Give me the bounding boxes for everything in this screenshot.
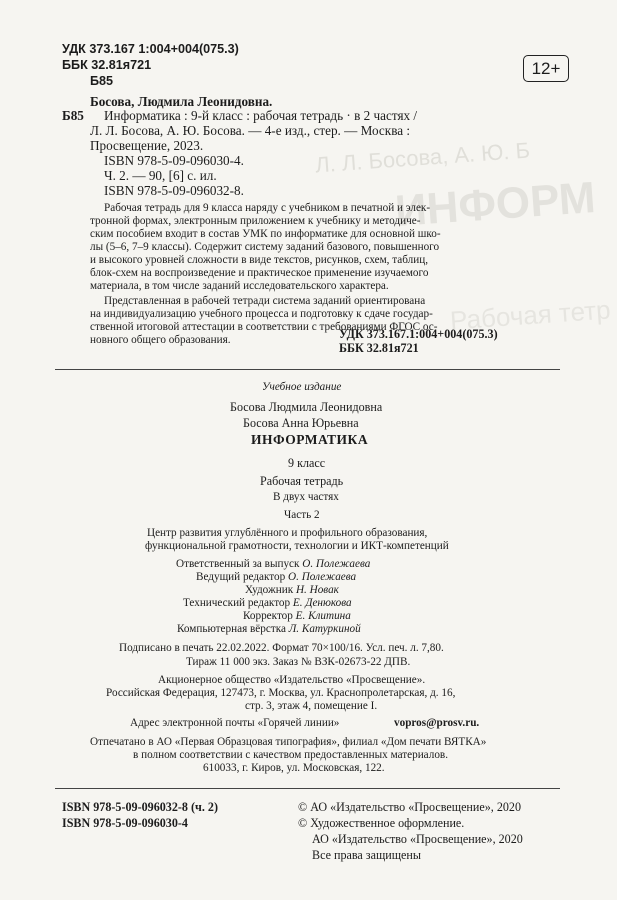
staff-line: Компьютерная вёрстка Л. Катуркиной xyxy=(177,623,361,635)
divider xyxy=(55,788,560,789)
staff-line: Технический редактор Е. Денюкова xyxy=(183,597,352,609)
header-bbk: ББК 32.81я721 xyxy=(62,58,152,72)
catalog-isbn-part: ISBN 978-5-09-096032-8. xyxy=(104,183,244,198)
annotation-line: тронной формах, электронным приложением к учебнику и методиче- xyxy=(90,215,421,227)
parts-count: В двух частях xyxy=(273,491,339,503)
staff-line: Ведущий редактор О. Полежаева xyxy=(196,571,357,583)
print-line: Тираж 11 000 экз. Заказ № ВЗК-02673-22 ДПВ. xyxy=(186,656,411,668)
catalog-line: Информатика : 9-й класс : рабочая тетрадь · в 2 частях / xyxy=(104,108,418,123)
copyright-line: © АО «Издательство «Просвещение», 2020 xyxy=(298,800,522,814)
copyright-line: © Художественное оформление. xyxy=(298,816,465,830)
header-udk: УДК 373.167 1:004+004(075.3) xyxy=(62,42,239,56)
staff-line: Ответственный за выпуск О. Полежаева xyxy=(176,558,371,570)
annotation-bbk: ББК 32.81я721 xyxy=(339,341,419,355)
copyright-line: АО «Издательство «Просвещение», 2020 xyxy=(312,832,523,846)
footer-isbn-all: ISBN 978-5-09-096030-4 xyxy=(62,816,188,830)
center-line: функциональной грамотности, технологии и ИКТ-компетенций xyxy=(145,540,449,552)
print-line: Подписано в печать 22.02.2022. Формат 70×100/16. Усл. печ. л. 7,80. xyxy=(119,642,444,654)
staff-line: Корректор Е. Клитина xyxy=(243,610,351,622)
center-line: Центр развития углублённого и профильного образования, xyxy=(147,527,428,539)
catalog-isbn-all: ISBN 978-5-09-096030-4. xyxy=(104,153,244,168)
book-kind: Рабочая тетрадь xyxy=(260,474,344,488)
annotation-line: ским пособием входит в состав УМК по информатике для основной шко- xyxy=(90,228,441,240)
catalog-author: Босова, Людмила Леонидовна. xyxy=(90,94,273,109)
author-2: Босова Анна Юрьевна xyxy=(243,416,359,430)
annotation-line: ственной итоговой аттестации в соответствии с требованиями ФГОС ос- xyxy=(90,321,438,333)
grade: 9 класс xyxy=(288,456,326,470)
annotation-line: материала, в том числе заданий исследовательского характера. xyxy=(90,280,389,292)
annotation-line: на индивидуализацию учебного процесса и подготовку к сдаче государ- xyxy=(90,308,433,320)
edition-type: Учебное издание xyxy=(262,381,342,393)
annotation-line: Рабочая тетрадь для 9 класса наряду с учебником в печатной и элек- xyxy=(104,202,431,214)
annotation-udk: УДК 373.167.1:004+004(075.3) xyxy=(339,327,498,341)
staff-line: Художник Н. Новак xyxy=(245,584,339,596)
footer-isbn-part: ISBN 978-5-09-096032-8 (ч. 2) xyxy=(62,800,218,814)
catalog-mark: Б85 xyxy=(62,108,84,123)
annotation-line: и высокого уровней сложности в виде текстов, рисунков, схем, таблиц, xyxy=(90,254,429,266)
annotation-line: Представленная в рабочей тетради система заданий ориентирована xyxy=(104,295,426,307)
publisher-line: стр. 3, этаж 4, помещение I. xyxy=(245,700,378,712)
catalog-part-line: Ч. 2. — 90, [6] с. ил. xyxy=(104,168,217,183)
annotation-line: блок-схем на воспроизведение и практическое применение изучаемого xyxy=(90,267,429,279)
header-author-mark: Б85 xyxy=(90,74,114,88)
book-title: ИНФОРМАТИКА xyxy=(251,432,369,447)
catalog-line: Л. Л. Босова, А. Ю. Босова. — 4-е изд., стер. — Москва : xyxy=(90,123,411,138)
publisher-line: Акционерное общество «Издательство «Просвещение». xyxy=(158,674,426,686)
annotation-line: новного общего образования. xyxy=(90,334,231,346)
divider xyxy=(55,369,560,370)
hotline-email[interactable]: vopros@prosv.ru. xyxy=(394,717,480,729)
printer-line: в полном соответствии с качеством предоставленных материалов. xyxy=(133,749,449,761)
age-rating-badge: 12+ xyxy=(523,55,569,82)
annotation-line: лы (5–6, 7–9 классы). Содержит систему заданий базового, повышенного xyxy=(90,241,440,253)
part-number: Часть 2 xyxy=(284,509,320,521)
printer-line: Отпечатано в АО «Первая Образцовая типография», филиал «Дом печати ВЯТКА» xyxy=(90,736,487,748)
printer-line: 610033, г. Киров, ул. Московская, 122. xyxy=(203,762,385,774)
catalog-line: Просвещение, 2023. xyxy=(90,138,204,153)
rights-line: Все права защищены xyxy=(312,848,422,862)
hotline-label: Адрес электронной почты «Горячей линии» xyxy=(130,717,340,729)
author-1: Босова Людмила Леонидовна xyxy=(230,400,383,414)
publisher-line: Российская Федерация, 127473, г. Москва, ул. Краснопролетарская, д. 16, xyxy=(106,687,456,699)
